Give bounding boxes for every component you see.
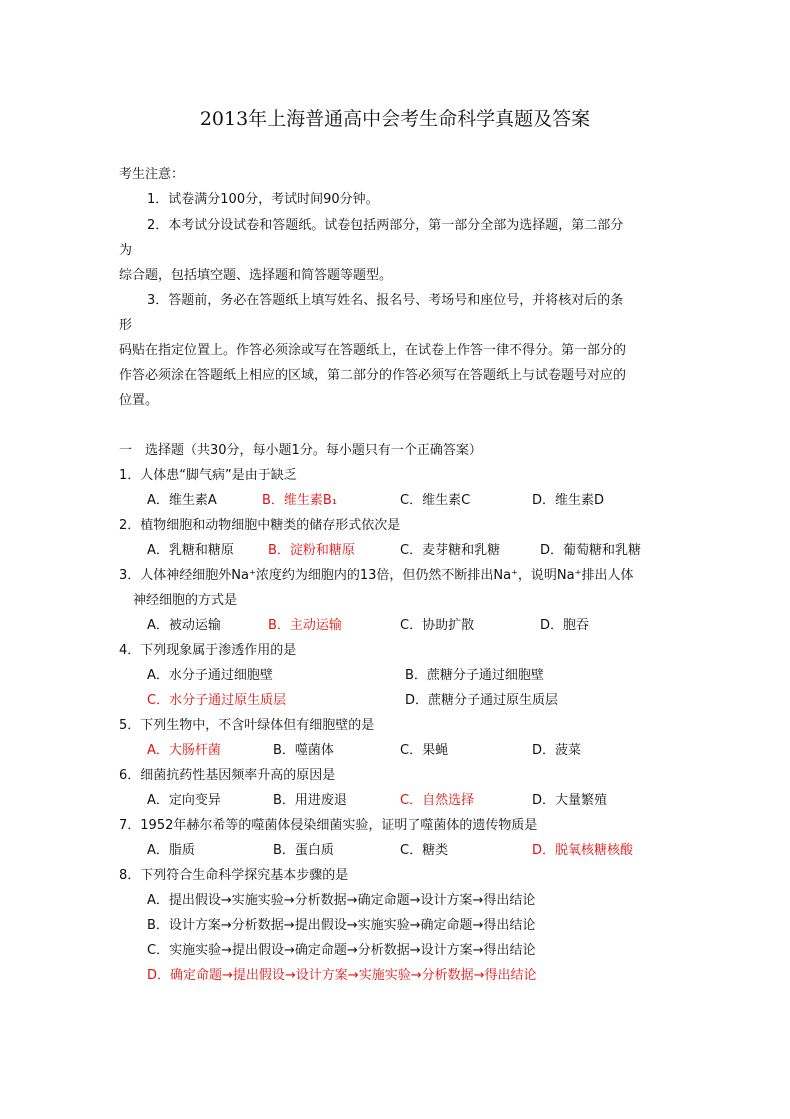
question-stem: 2．植物细胞和动物细胞中糖类的储存形式依次是 <box>119 518 401 533</box>
option-b-answer: B．主动运输 <box>268 618 342 633</box>
option-a-answer: A．大肠杆菌 <box>147 743 221 758</box>
option-b-answer: B．淀粉和糖原 <box>268 543 355 558</box>
question-stem: 6．细菌抗药性基因频率升高的原因是 <box>119 768 336 783</box>
notice-item-3-line-4: 作答必须涂在答题纸上相应的区域，第二部分的作答必须写在答题纸上与试卷题号对应的 <box>119 368 627 383</box>
option-d: D．大量繁殖 <box>532 793 608 808</box>
question-stem: 3．人体神经细胞外Na⁺浓度约为细胞内的13倍，但仍然不断排出Na⁺，说明Na⁺排出人体 <box>119 568 634 583</box>
question-stem: 1．人体患“脚气病”是由于缺乏 <box>119 468 297 483</box>
option-d-answer: D．确定命题→提出假设→设计方案→实施实验→分析数据→得出结论 <box>147 968 537 983</box>
option-b-answer: B．维生素B₁ <box>262 493 338 508</box>
option-d: D．蔗糖分子通过原生质层 <box>405 693 559 708</box>
page-title: 2013年上海普通高中会考生命科学真题及答案 <box>199 108 591 130</box>
option-d: D．葡萄糖和乳糖 <box>540 543 642 558</box>
option-c: C．实施实验→提出假设→确定命题→分析数据→设计方案→得出结论 <box>147 943 536 958</box>
question-stem: 8．下列符合生命科学探究基本步骤的是 <box>119 868 349 883</box>
option-c: C．果蝇 <box>400 743 449 758</box>
option-a: A．乳糖和糖原 <box>147 543 234 558</box>
option-a: A．提出假设→实施实验→分析数据→确定命题→设计方案→得出结论 <box>147 893 536 908</box>
option-c: C．糖类 <box>400 843 449 858</box>
notice-item-3-line-5: 位置。 <box>119 393 159 408</box>
option-a: A．被动运输 <box>147 618 221 633</box>
option-a: A．定向变异 <box>147 793 221 808</box>
notice-item-3-line-3: 码贴在指定位置上。作答必须涂或写在答题纸上，在试卷上作答一律不得分。第一部分的 <box>119 343 627 358</box>
option-a: A．脂质 <box>147 843 195 858</box>
option-a: A．维生素A <box>147 493 217 508</box>
option-b: B．噬菌体 <box>273 743 334 758</box>
notice-item-2-line-2: 为 <box>119 243 133 258</box>
question-stem: 4．下列现象属于渗透作用的是 <box>119 643 297 658</box>
option-c: C．维生素C <box>400 493 471 508</box>
option-b: B．设计方案→分析数据→提出假设→实施实验→确定命题→得出结论 <box>147 918 536 933</box>
question-stem-continued: 神经细胞的方式是 <box>133 593 238 608</box>
option-d: D．胞吞 <box>540 618 590 633</box>
option-d: D．菠菜 <box>532 743 582 758</box>
question-stem: 5．下列生物中，不含叶绿体但有细胞壁的是 <box>119 718 375 733</box>
option-a: A．水分子通过细胞壁 <box>147 668 273 683</box>
notice-item-2-line-3: 综合题，包括填空题、选择题和简答题等题型。 <box>119 268 393 283</box>
notice-item-3-line-1: 3．答题前，务必在答题纸上填写姓名、报名号、考场号和座位号，并将核对后的条 <box>147 293 624 308</box>
option-b: B．蔗糖分子通过细胞壁 <box>405 668 544 683</box>
question-stem: 7．1952年赫尔希等的噬菌体侵染细菌实验，证明了噬菌体的遗传物质是 <box>119 818 538 833</box>
notice-item-3-line-2: 形 <box>119 318 133 333</box>
notice-item-2-line-1: 2．本考试分设试卷和答题纸。试卷包括两部分，第一部分全部为选择题，第二部分 <box>147 218 624 233</box>
option-d-answer: D．脱氧核糖核酸 <box>532 843 634 858</box>
option-b: B．蛋白质 <box>273 843 334 858</box>
option-b: B．用进废退 <box>273 793 347 808</box>
section-heading: 一 选择题（共30分，每小题1分。每小题只有一个正确答案） <box>119 443 482 458</box>
option-c: C．协助扩散 <box>400 618 475 633</box>
option-c-answer: C．自然选择 <box>400 793 475 808</box>
notice-heading: 考生注意： <box>119 167 185 182</box>
option-d: D．维生素D <box>532 493 605 508</box>
notice-item-1: 1．试卷满分100分，考试时间90分钟。 <box>147 192 379 207</box>
option-c-answer: C．水分子通过原生质层 <box>147 693 287 708</box>
option-c: C．麦芽糖和乳糖 <box>400 543 501 558</box>
